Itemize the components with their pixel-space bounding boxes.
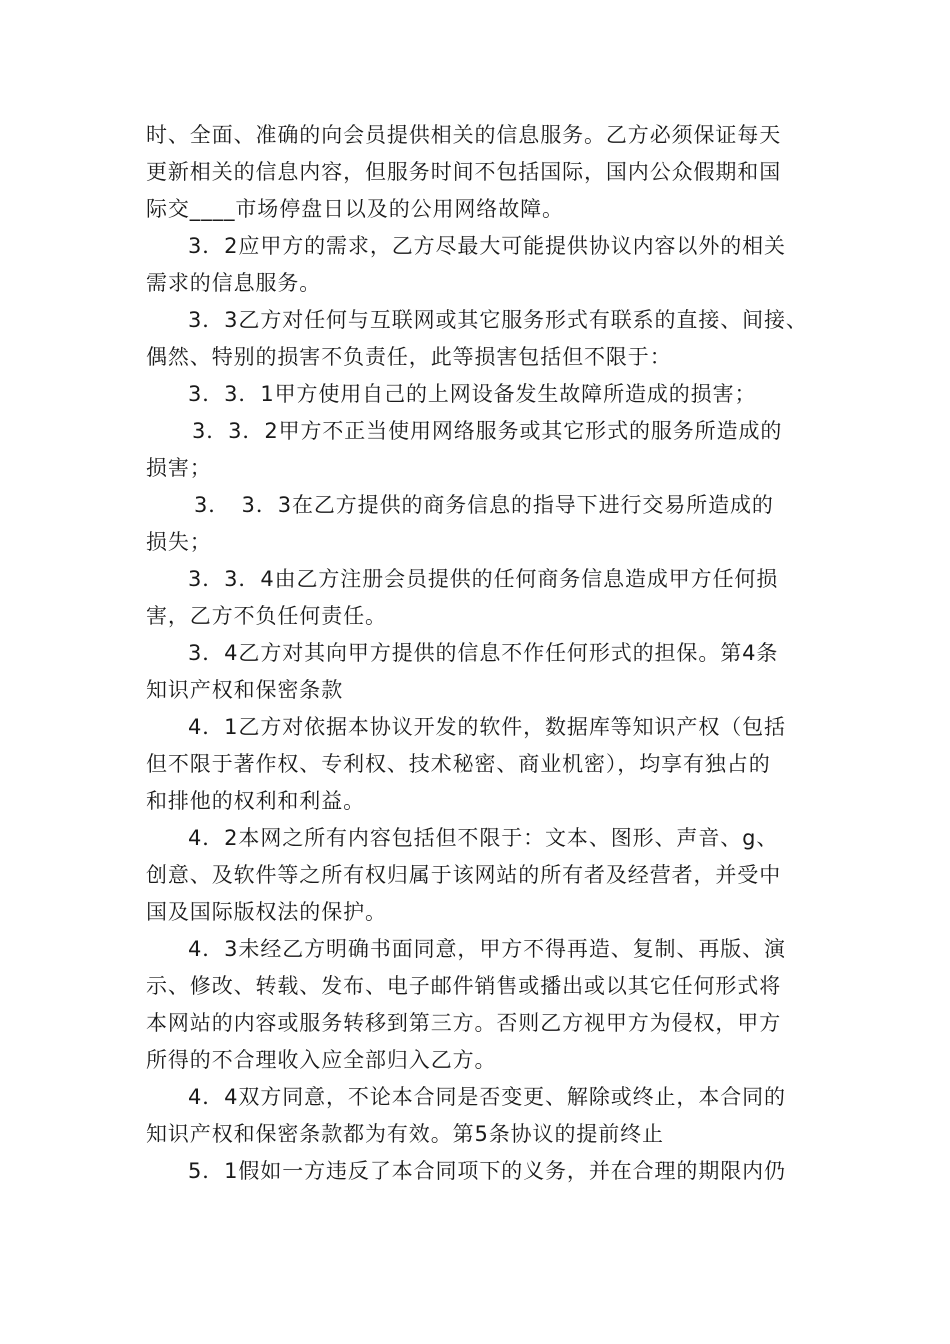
text-line: 3．3乙方对任何与互联网或其它服务形式有联系的直接、间接、: [188, 308, 808, 332]
text-line: 知识产权和保密条款: [146, 678, 344, 702]
text-line: 需求的信息服务。: [146, 271, 322, 295]
text-line: 3．3．4由乙方注册会员提供的任何商务信息造成甲方任何损: [188, 567, 779, 591]
text-line: 时、全面、准确的向会员提供相关的信息服务。乙方必须保证每天: [146, 123, 782, 147]
text-line: 5．1假如一方违反了本合同项下的义务，并在合理的期限内仍: [188, 1159, 786, 1183]
text-line: 3．2应甲方的需求，乙方尽最大可能提供协议内容以外的相关: [188, 234, 786, 258]
text-line: 损失；: [146, 530, 212, 554]
text-line: 际交____市场停盘日以及的公用网络故障。: [146, 197, 564, 221]
text-line: 3．4乙方对其向甲方提供的信息不作任何形式的担保。第4条: [188, 641, 779, 665]
text-line: 示、修改、转载、发布、电子邮件销售或播出或以其它任何形式将: [146, 974, 782, 998]
text-line: 4．3未经乙方明确书面同意，甲方不得再造、复制、再版、演: [188, 937, 786, 961]
text-line: 和排他的权利和利益。: [146, 789, 365, 813]
text-line: 4．2本网之所有内容包括但不限于：文本、图形、声音、g、: [188, 826, 779, 850]
text-line: 但不限于著作权、专利权、技术秘密、商业机密），均享有独占的: [146, 752, 771, 776]
text-line: 3．3．2甲方不正当使用网络服务或其它形式的服务所造成的: [192, 419, 783, 443]
text-line: 损害；: [146, 456, 212, 480]
text-line: 3．3．1甲方使用自己的上网设备发生故障所造成的损害；: [188, 382, 757, 406]
text-line: 本网站的内容或服务转移到第三方。否则乙方视甲方为侵权，甲方: [146, 1011, 782, 1035]
text-line: 3． 3．3在乙方提供的商务信息的指导下进行交易所造成的: [194, 493, 774, 517]
text-line: 国及国际版权法的保护。: [146, 900, 387, 924]
text-line: 创意、及软件等之所有权归属于该网站的所有者及经营者，并受中: [146, 863, 782, 887]
text-line: 偶然、特别的损害不负责任，此等损害包括但不限于：: [146, 345, 672, 369]
text-line: 知识产权和保密条款都为有效。第5条协议的提前终止: [146, 1122, 664, 1146]
text-line: 4．1乙方对依据本协议开发的软件，数据库等知识产权（包括: [188, 715, 786, 739]
text-line: 所得的不合理收入应全部归入乙方。: [146, 1048, 497, 1072]
text-line: 害，乙方不负任何责任。: [146, 604, 387, 628]
text-line: 4．4双方同意，不论本合同是否变更、解除或终止，本合同的: [188, 1085, 786, 1109]
text-line: 更新相关的信息内容，但服务时间不包括国际，国内公众假期和国: [146, 160, 782, 184]
